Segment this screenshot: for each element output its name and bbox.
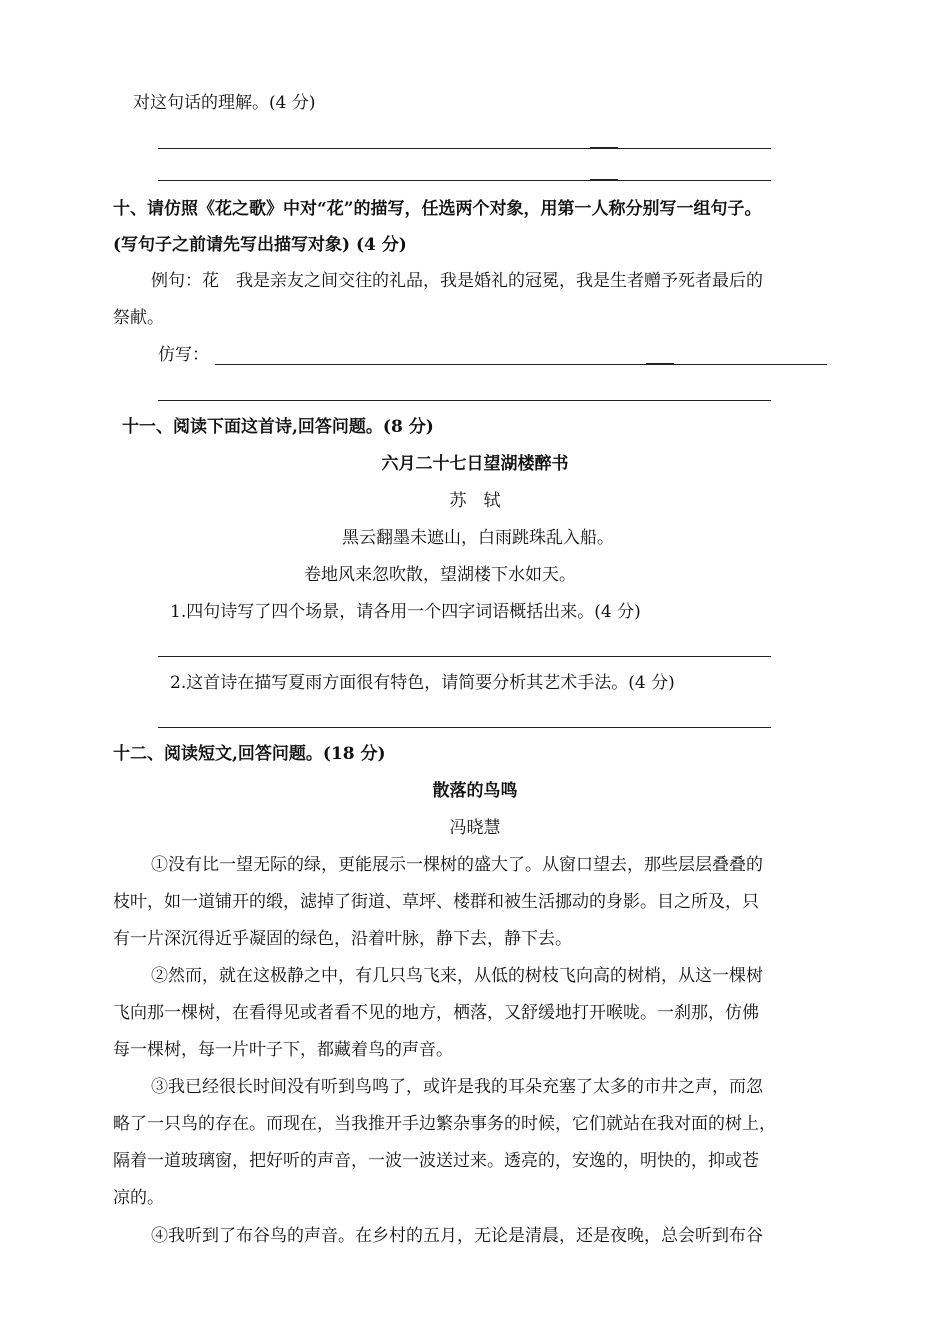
q10-answer-line[interactable]: [215, 364, 827, 365]
article-author: 冯晓慧: [449, 818, 501, 838]
q11-answer-line-1[interactable]: [158, 656, 771, 657]
paragraph-2-line: ②然而，就在这极静之中，有几只鸟飞来，从低的树枝飞向高的树梢，从这一棵树: [151, 966, 763, 986]
answer-line-mark: [590, 147, 618, 149]
q10-title: 十、请仿照《花之歌》中对“花”的描写，任选两个对象，用第一人称分别写一组句子。: [113, 199, 762, 219]
poem-line-2: 卷地风来忽吹散，望湖楼下水如天。: [304, 565, 576, 585]
paragraph-2-line: 每一棵树，每一片叶子下，都藏着鸟的声音。: [113, 1040, 453, 1060]
answer-line[interactable]: [158, 180, 771, 181]
paragraph-3-line: 隔着一道玻璃窗，把好听的声音，一波一波送过来。透亮的，安逸的，明快的，抑或苍: [113, 1151, 759, 1171]
q10-answer-line[interactable]: [158, 400, 771, 401]
answer-line-mark: [590, 179, 618, 181]
paragraph-3-line: 凉的。: [113, 1188, 164, 1208]
poem-line-1: 黑云翻墨未遮山，白雨跳珠乱入船。: [342, 528, 614, 548]
q10-example-line-1: 例句：花 我是亲友之间交往的礼品，我是婚礼的冠冕，我是生者赠予死者最后的: [151, 271, 763, 291]
paragraph-2-line: 飞向那一棵树，在看得见或者看不见的地方，栖落，又舒缓地打开喉咙。一刹那，仿佛: [113, 1003, 759, 1023]
q11-sub-question-2: 2.这首诗在描写夏雨方面很有特色，请简要分析其艺术手法。(4 分): [170, 673, 675, 693]
answer-line-mark: [646, 363, 674, 365]
poem-author: 苏 轼: [449, 491, 501, 511]
paragraph-4-line: ④我听到了布谷鸟的声音。在乡村的五月，无论是清晨，还是夜晚，总会听到布谷: [151, 1226, 763, 1246]
q11-sub-question-1: 1.四句诗写了四个场景，请各用一个四字词语概括出来。(4 分): [170, 602, 641, 622]
paragraph-3-line: ③我已经很长时间没有听到鸟鸣了，或许是我的耳朵充塞了太多的市井之声，而忽: [151, 1077, 763, 1097]
prev-question-tail: 对这句话的理解。(4 分): [133, 93, 316, 113]
q10-title-cont: (写句子之前请先写出描写对象) (4 分): [113, 235, 407, 255]
q10-example-line-2: 祭献。: [113, 308, 164, 328]
paragraph-1-line: 有一片深沉得近乎凝固的绿色，沿着叶脉，静下去，静下去。: [113, 929, 572, 949]
q12-title: 十二、阅读短文,回答问题。(18 分): [113, 744, 386, 764]
paragraph-1-line: ①没有比一望无际的绿，更能展示一棵树的盛大了。从窗口望去，那些层层叠叠的: [151, 855, 763, 875]
paragraph-3-line: 略了一只鸟的存在。而现在，当我推开手边繁杂事务的时候，它们就站在我对面的树上，: [113, 1114, 776, 1134]
q11-title: 十一、阅读下面这首诗,回答问题。(8 分): [122, 417, 434, 437]
article-title: 散落的鸟鸣: [432, 781, 518, 801]
paragraph-1-line: 枝叶，如一道铺开的缎，滤掉了街道、草坪、楼群和被生活挪动的身影。目之所及，只: [113, 892, 759, 912]
q10-imitate-label: 仿写：: [158, 345, 209, 365]
q11-answer-line-2[interactable]: [158, 727, 771, 728]
poem-title: 六月二十七日望湖楼醉书: [381, 454, 569, 474]
answer-line[interactable]: [158, 148, 771, 149]
